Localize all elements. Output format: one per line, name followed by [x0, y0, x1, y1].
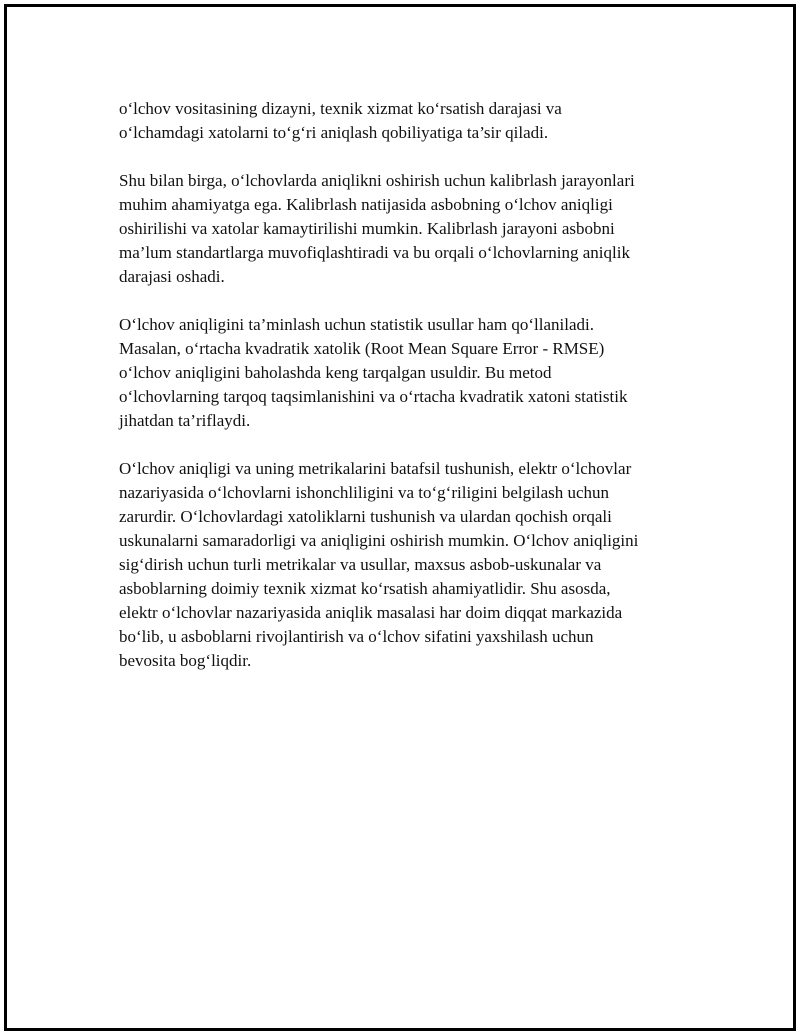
text-line: bevosita bog‘liqdir.	[119, 651, 252, 670]
text-line: ma’lum standartlarga muvofiqlashtiradi va bu orqali o‘lchovlarning aniqlik	[119, 243, 630, 262]
paragraph-1	[119, 97, 693, 145]
text-line: O‘lchov aniqligini ta’minlash uchun statistik usullar ham qo‘llaniladi.	[119, 315, 594, 334]
text-line: nazariyasida o‘lchovlarni ishonchliligini va to‘g‘riligini belgilash uchun	[119, 483, 610, 502]
paragraph-4	[119, 457, 693, 673]
text-line: jihatdan ta’riflaydi.	[119, 411, 251, 430]
document-page	[4, 4, 796, 1031]
text-line: darajasi oshadi.	[119, 267, 225, 286]
text-line: Shu bilan birga, o‘lchovlarda aniqlikni oshirish uchun kalibrlash jarayonlari	[119, 171, 635, 190]
text-line: Masalan, o‘rtacha kvadratik xatolik (Root Mean Square Error - RMSE)	[119, 339, 605, 358]
text-line: o‘lchov aniqligini baholashda keng tarqalgan usuldir. Bu metod	[119, 363, 552, 382]
text-line: bo‘lib, u asboblarni rivojlantirish va o‘lchov sifatini yaxshilash uchun	[119, 627, 594, 646]
text-line: o‘lchovlarning tarqoq taqsimlanishini va o‘rtacha kvadratik xatoni statistik	[119, 387, 628, 406]
text-line: muhim ahamiyatga ega. Kalibrlash natijasida asbobning o‘lchov aniqligi	[119, 195, 613, 214]
text-line: zarurdir. O‘lchovlardagi xatoliklarni tushunish va ulardan qochish orqali	[119, 507, 612, 526]
paragraph-2	[119, 169, 693, 289]
text-line: O‘lchov aniqligi va uning metrikalarini batafsil tushunish, elektr o‘lchovlar	[119, 459, 632, 478]
page-text-body	[119, 97, 693, 697]
text-line: sig‘dirish uchun turli metrikalar va usullar, maxsus asbob-uskunalar va	[119, 555, 602, 574]
text-line: elektr o‘lchovlar nazariyasida aniqlik masalasi har doim diqqat markazida	[119, 603, 623, 622]
text-line: o‘lchov vositasining dizayni, texnik xizmat ko‘rsatish darajasi va	[119, 99, 562, 118]
paragraph-3	[119, 313, 693, 433]
text-line: o‘lchamdagi xatolarni to‘g‘ri aniqlash qobiliyatiga ta’sir qiladi.	[119, 123, 549, 142]
text-line: asboblarning doimiy texnik xizmat ko‘rsatish ahamiyatlidir. Shu asosda,	[119, 579, 611, 598]
text-line: oshirilishi va xatolar kamaytirilishi mumkin. Kalibrlash jarayoni asbobni	[119, 219, 615, 238]
text-line: uskunalarni samaradorligi va aniqligini oshirish mumkin. O‘lchov aniqligini	[119, 531, 639, 550]
